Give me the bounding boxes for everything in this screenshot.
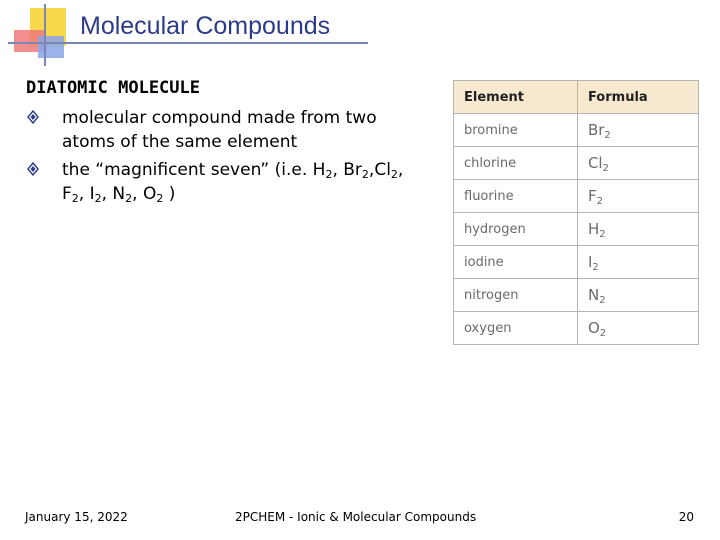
formula-symbol: Br <box>343 160 362 180</box>
formula-separator: , <box>332 160 344 180</box>
formula-subscript: 2 <box>325 168 333 181</box>
formula-cell <box>577 312 698 345</box>
page-number: 20 <box>678 510 694 524</box>
decor-horizontal-line <box>8 42 368 44</box>
decor-blue-square <box>38 36 64 58</box>
table-row <box>454 180 699 213</box>
element-name-cell: bromine <box>454 114 578 147</box>
formula-item <box>62 184 90 204</box>
element-name-cell: fluorine <box>454 180 578 213</box>
formula-subscript: 2 <box>125 192 133 205</box>
formula-cell <box>577 114 698 147</box>
formula-subscript: 2 <box>599 229 606 240</box>
column-header-element: Element <box>454 81 578 114</box>
formula-subscript: 2 <box>599 295 606 306</box>
bullet-magnificent-seven <box>26 158 416 208</box>
formula-symbol: N <box>587 286 600 304</box>
formula-separator: , <box>132 184 143 204</box>
formula-symbol: H <box>587 220 600 238</box>
formula-item <box>112 184 143 204</box>
footer-date: January 15, 2022 <box>25 510 128 524</box>
formula-subscript: 2 <box>604 130 611 141</box>
formula-symbol: F <box>587 187 597 205</box>
bullet-definition-line-2: atoms of the same element <box>62 132 298 152</box>
bullet-magnificent-seven-text <box>62 158 412 206</box>
table-body <box>454 114 699 345</box>
formula-subscript: 2 <box>390 168 398 181</box>
formula-symbol: O <box>142 184 157 204</box>
table-row <box>454 213 699 246</box>
formula-subscript: 2 <box>596 196 603 207</box>
element-name-cell: oxygen <box>454 312 578 345</box>
formula-symbol: N <box>112 184 126 204</box>
formula-cell <box>577 213 698 246</box>
formula-item <box>90 184 113 204</box>
element-name-cell: chlorine <box>454 147 578 180</box>
formula-item <box>374 160 403 180</box>
element-name-cell: hydrogen <box>454 213 578 246</box>
formula-subscript: 2 <box>599 328 607 339</box>
formula-cell <box>577 246 698 279</box>
formula-subscript: 2 <box>602 163 609 174</box>
formula-symbol: I <box>587 253 593 271</box>
formula-separator: ) <box>163 184 176 204</box>
table-row <box>454 279 699 312</box>
formula-cell <box>577 180 698 213</box>
diamond-bullet-icon <box>26 159 42 175</box>
table-row <box>454 246 699 279</box>
formula-symbol: Br <box>587 121 605 139</box>
formula-subscript: 2 <box>71 192 79 205</box>
element-name-cell: nitrogen <box>454 279 578 312</box>
table-row <box>454 147 699 180</box>
formula-cell <box>577 279 698 312</box>
formula-separator: , <box>101 184 113 204</box>
table-row <box>454 312 699 345</box>
column-header-formula: Formula <box>577 81 698 114</box>
formula-symbol: H <box>312 160 326 180</box>
footer-title: 2PCHEM - Ionic & Molecular Compounds <box>235 510 477 524</box>
formula-separator: , <box>397 160 404 180</box>
formula-symbol: Cl <box>374 160 391 180</box>
element-name-cell: iodine <box>454 246 578 279</box>
formula-symbol: F <box>62 184 72 204</box>
table-header-row <box>454 81 699 114</box>
formula-separator: , <box>368 160 375 180</box>
bullet-definition-text <box>62 106 412 154</box>
slide-title: Molecular Compounds <box>80 12 331 40</box>
formula-cell <box>577 147 698 180</box>
formula-subscript: 2 <box>592 262 599 273</box>
formula-subscript: 2 <box>156 192 164 205</box>
formula-symbol: Cl <box>587 154 603 172</box>
formula-subscript: 2 <box>94 192 102 205</box>
formula-item <box>313 160 344 180</box>
formula-subscript: 2 <box>361 168 369 181</box>
bullet-definition <box>26 106 416 154</box>
formula-symbol: O <box>587 319 600 337</box>
diamond-bullet-icon <box>26 107 42 123</box>
bullet-definition-line-1: molecular compound made from two <box>62 108 377 128</box>
section-heading: DIATOMIC MOLECULE <box>26 78 200 98</box>
table-row <box>454 114 699 147</box>
decor-vertical-line <box>44 4 46 66</box>
formula-item <box>143 184 175 204</box>
bullet-magnificent-seven-prefix: the “magnificent seven” (i.e. <box>62 160 313 180</box>
formula-symbol: I <box>89 184 95 204</box>
elements-table <box>453 80 699 345</box>
formula-item <box>343 160 374 180</box>
formula-separator: , <box>78 184 90 204</box>
